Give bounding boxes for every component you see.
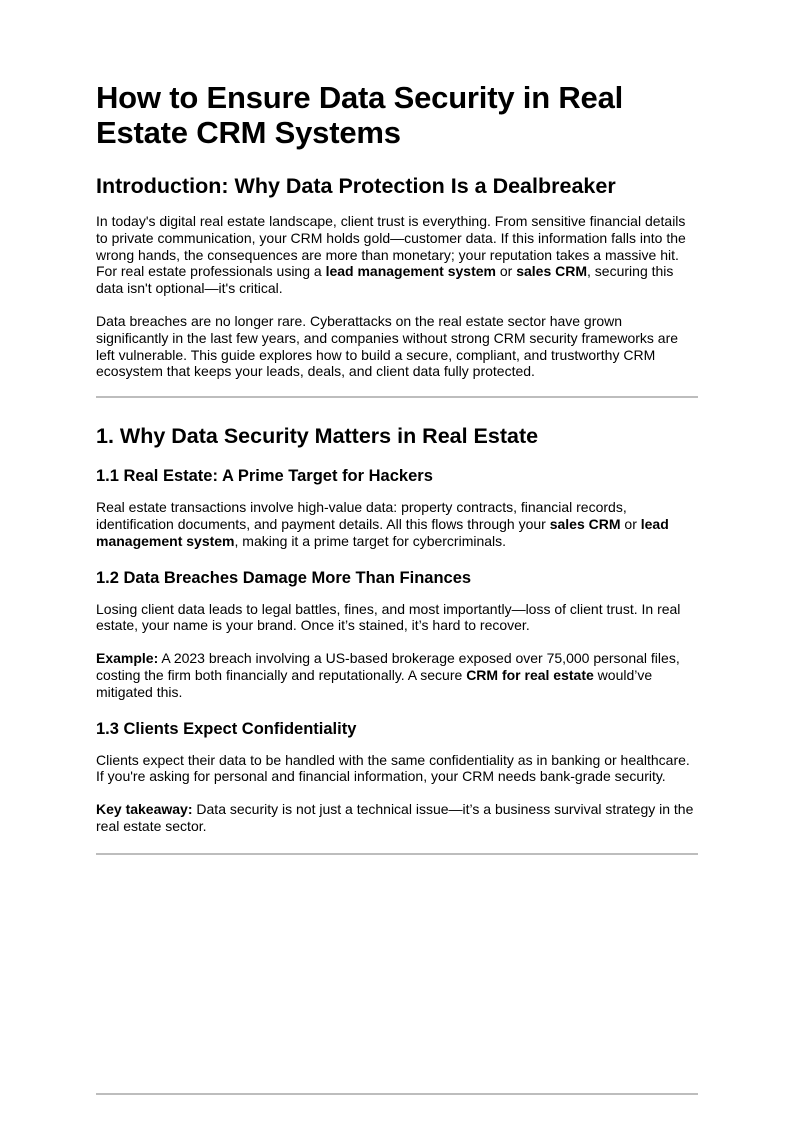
subsection-1-2-example <box>96 650 698 700</box>
bold-text: CRM for real estate <box>466 666 594 683</box>
subsection-1-3-takeaway <box>96 801 698 835</box>
text-run: or <box>495 263 517 280</box>
bold-text: sales CRM <box>549 515 621 532</box>
intro-paragraph-2: Data breaches are no longer rare. Cyberattacks on the real estate sector have grown significantly in the last few years, and companies without strong CRM security frameworks are left vulnerable. This guide explores how to build a secure, compliant, and trustworthy CRM ecosystem that keeps your leads, deals, and client data fully protected. <box>96 312 679 380</box>
section-1-heading: 1. Why Data Security Matters in Real Estate <box>96 424 539 449</box>
subsection-1-1-paragraph <box>96 499 698 549</box>
subsection-1-1-heading: 1.1 Real Estate: A Prime Target for Hackers <box>96 467 433 486</box>
bold-text: Key takeaway: <box>96 801 193 818</box>
text-run: In today's digital real estate landscape, client trust is everything. From sensitive financial details to private communication, your CRM holds gold—customer data. If this information falls into the wrong hands, the consequences are more than monetary; your reputation takes a massive hit. For real estate professionals using a <box>96 213 686 280</box>
subsection-1-3-paragraph-1: Clients expect their data to be handled with the same confidentiality as in banking or healthcare. If you're asking for personal and financial information, your CRM needs bank-grade security. <box>96 751 690 785</box>
text-run: would’ve mitigated this. <box>96 666 653 700</box>
bold-text: sales CRM <box>516 263 588 280</box>
text-run: , making it a prime target for cybercriminals. <box>234 532 507 549</box>
document-title: How to Ensure Data Security in Real Estate CRM Systems <box>96 80 624 150</box>
subsection-1-2-heading: 1.2 Data Breaches Damage More Than Finances <box>96 568 472 587</box>
section-divider <box>96 853 698 855</box>
subsection-1-3-heading: 1.3 Clients Expect Confidentiality <box>96 719 357 738</box>
document-page <box>96 80 698 855</box>
text-run: Data security is not just a technical issue—it’s a business survival strategy in the real estate sector. <box>96 801 694 834</box>
text-run: , securing this data isn't optional—it's critical. <box>96 263 674 297</box>
intro-paragraph-1 <box>96 213 698 297</box>
section-divider <box>96 396 698 398</box>
text-run: or <box>620 515 641 532</box>
text-run: Real estate transactions involve high-value data: property contracts, financial records, identification documents, and payment details. All this flows through your <box>96 499 627 532</box>
bold-text: Example: <box>96 650 159 667</box>
page-bottom-divider <box>96 1093 698 1095</box>
subsection-1-2-paragraph-1: Losing client data leads to legal battles, fines, and most importantly—loss of client trust. In real estate, your name is your brand. Once it’s stained, it’s hard to recover. <box>96 600 681 634</box>
bold-text: lead management system <box>325 263 496 280</box>
text-run: A 2023 breach involving a US-based brokerage exposed over 75,000 personal files, costing the firm both financially and reputationally. A secure <box>96 650 680 683</box>
intro-heading: Introduction: Why Data Protection Is a Dealbreaker <box>96 174 616 198</box>
bold-text: lead management system <box>96 515 669 549</box>
